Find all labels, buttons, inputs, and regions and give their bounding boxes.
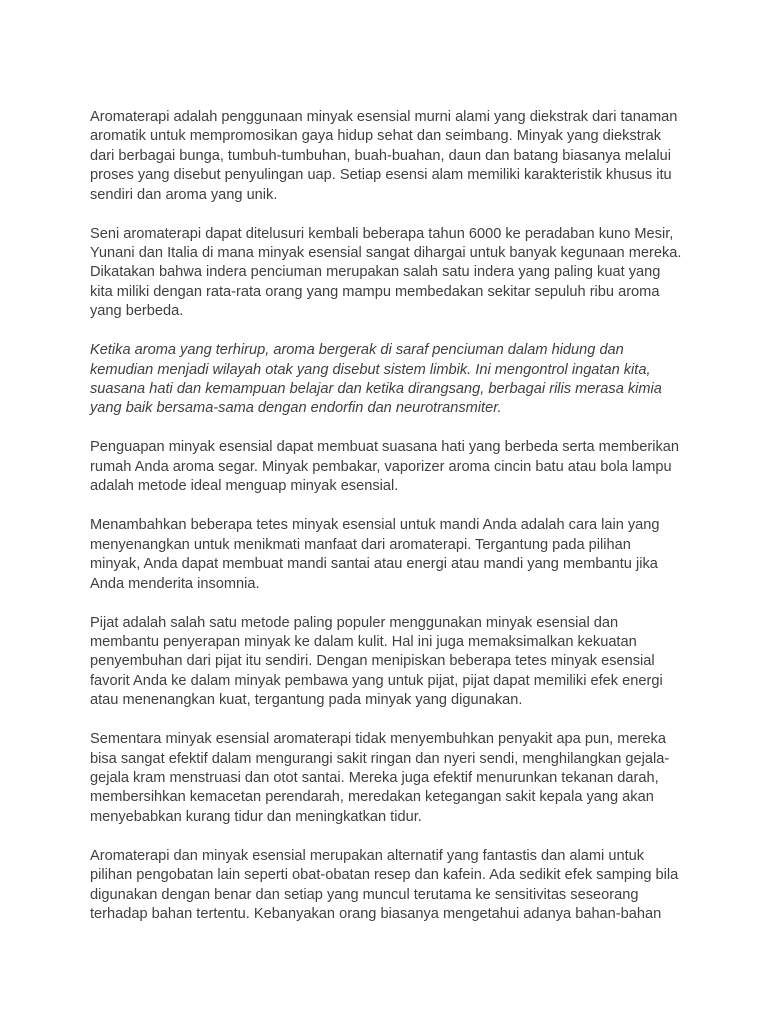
paragraph-bath: Menambahkan beberapa tetes minyak esensial untuk mandi Anda adalah cara lain yang menyenangkan untuk menikmati manfaat dari aromaterapi. Tergantung pada pilihan minyak, Anda dapat membuat mandi santai atau energi atau mandi yang membantu jika Anda menderita insomnia. [90,517,660,592]
paragraph-history: Seni aromaterapi dapat ditelusuri kembali beberapa tahun 6000 ke peradaban kuno Mesir, Yunani dan Italia di mana minyak esensial sangat dihargai untuk banyak kegunaan mereka. Dikatakan bahwa indera penciuman merupakan salah satu indera yang paling kuat yang kita miliki dengan rata-rata orang yang mampu membedakan sekitar sepuluh ribu aroma yang berbeda. [90,225,682,320]
paragraph-alternative: Aromaterapi dan minyak esensial merupakan alternatif yang fantastis dan alami untuk pilihan pengobatan lain seperti obat-obatan resep dan kafein. Ada sedikit efek samping bila digunakan dengan benar dan setiap yang muncul terutama ke sensitivitas seseorang terhadap bahan tertentu. Kebanyakan orang biasanya mengetahui adanya bahan-bahan [90,847,679,922]
paragraph-benefits: Sementara minyak esensial aromaterapi tidak menyembuhkan penyakit apa pun, mereka bisa sangat efektif dalam mengurangi sakit ringan dan nyeri sendi, menghilangkan gejala- gejala kram menstruasi dan otot santai. Mereka juga efektif menurunkan tekanan darah, membersihkan kemacetan perendarah, meredakan ketegangan sakit kepala yang akan menyebabkan kurang tidur dan meningkatkan tidur. [90,731,670,825]
paragraph-massage: Pijat adalah salah satu metode paling populer menggunakan minyak esensial dan membantu penyerapan minyak ke dalam kulit. Hal ini juga memaksimalkan kekuatan penyembuhan dari pijat itu sendiri. Dengan menipiskan beberapa tetes minyak esensial favorit Anda ke dalam minyak pembawa yang untuk pijat, pijat dapat memiliki efek energi atau menenangkan kuat, tergantung pada minyak yang digunakan. [90,614,663,709]
paragraph-limbic-system: Ketika aroma yang terhirup, aroma bergerak di saraf penciuman dalam hidung dan kemudian menjadi wilayah otak yang disebut sistem limbik. Ini mengontrol ingatan kita, suasana hati dan kemampuan belajar dan ketika dirangsang, berbagai rilis merasa kimia yang baik bersama-sama dengan endorfin dan neurotransmiter. [90,342,662,417]
document-page [90,108,690,944]
paragraph-intro: Aromaterapi adalah penggunaan minyak esensial murni alami yang diekstrak dari tanaman aromatik untuk mempromosikan gaya hidup sehat dan seimbang. Minyak yang diekstrak dari berbagai bunga, tumbuh-tumbuhan, buah-buahan, daun dan batang biasanya melalui proses yang disebut penyulingan uap. Setiap esensi alam memiliki karakteristik khusus itu sendiri dan aroma yang unik. [90,109,678,203]
paragraph-evaporation: Penguapan minyak esensial dapat membuat suasana hati yang berbeda serta memberikan rumah Anda aroma segar. Minyak pembakar, vaporizer aroma cincin batu atau bola lampu adalah metode ideal menguap minyak esensial. [90,439,679,495]
